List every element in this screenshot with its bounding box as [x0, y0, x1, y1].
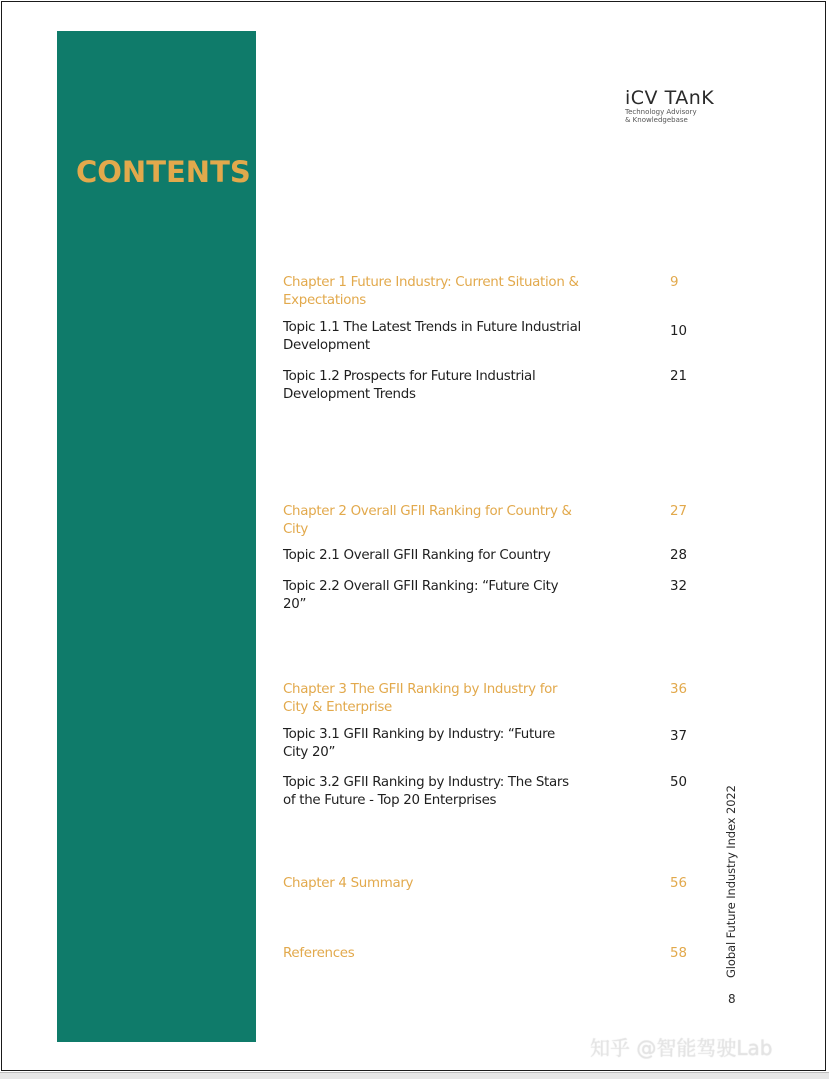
toc-entry-page: 56: [670, 876, 688, 891]
toc-entry-page: 36: [670, 682, 688, 697]
icv-tank-logo: [625, 88, 725, 124]
toc-entry-title: Chapter 3 The GFII Ranking by Industry for City & Enterprise: [283, 682, 558, 715]
toc-entry-page: 28: [670, 548, 688, 563]
toc-entry-title: Chapter 4 Summary: [283, 876, 414, 891]
toc-entry-title: Topic 2.2 Overall GFII Ranking: “Future City 20”: [283, 579, 559, 612]
toc-entry-page: 50: [670, 775, 688, 790]
toc-entry-page: 32: [670, 579, 688, 594]
toc-entry-title: References: [283, 946, 355, 961]
toc-entry-page: 9: [670, 275, 679, 290]
toc-entry-title: Topic 1.1 The Latest Trends in Future Industrial Development: [283, 320, 581, 353]
toc-entry-title: Topic 3.1 GFII Ranking by Industry: “Future City 20”: [283, 727, 555, 760]
toc-entry-page: 10: [670, 324, 688, 339]
toc-entry-page: 58: [670, 946, 688, 961]
toc-entry-title: Topic 2.1 Overall GFII Ranking for Country: [283, 548, 551, 563]
toc-entry-page: 21: [670, 369, 688, 384]
report-title-vertical: Global Future Industry Index 2022: [724, 785, 738, 978]
toc-entry-page: 27: [670, 504, 688, 519]
watermark: 知乎 @智能驾驶Lab: [590, 1036, 773, 1060]
logo-subtitle-line1: Technology Advisory: [625, 108, 697, 116]
toc-entry-title: Topic 1.2 Prospects for Future Industrial Development Trends: [283, 369, 536, 402]
toc-entry-title: Chapter 1 Future Industry: Current Situation & Expectations: [283, 275, 579, 308]
contents-title: CONTENTS: [76, 155, 251, 189]
toc-entry-title: Chapter 2 Overall GFII Ranking for Country & City: [283, 504, 572, 537]
logo-subtitle-line2: & Knowledgebase: [625, 116, 688, 124]
page-number: 8: [728, 992, 736, 1006]
logo-name: iCV TAnK: [625, 87, 715, 109]
toc-entry-title: Topic 3.2 GFII Ranking by Industry: The Stars of the Future - Top 20 Enterprises: [283, 775, 569, 808]
toc-entry-page: 37: [670, 729, 688, 744]
